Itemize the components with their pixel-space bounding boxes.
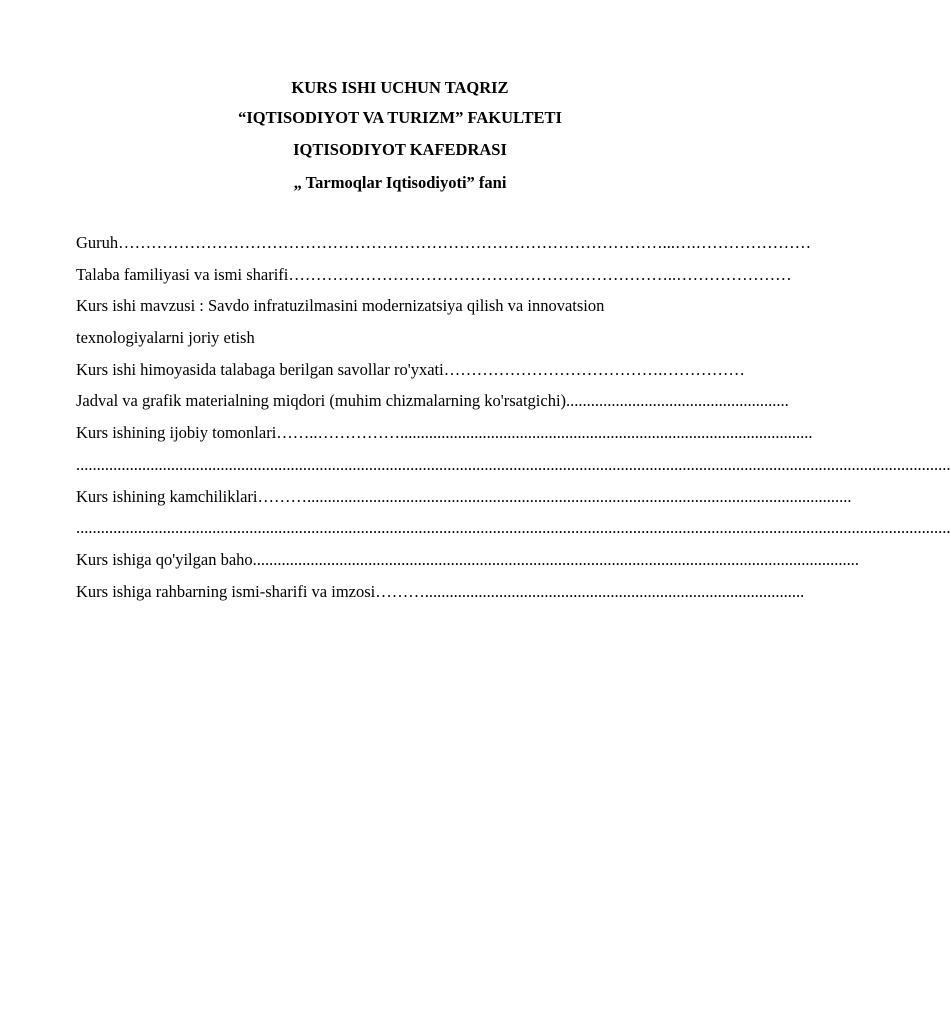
supervisor-line	[76, 581, 805, 614]
topic-label: Kurs ishi mavzusi : Savdo infratuzilmasini modernizatsiya qilish va innovatsion	[76, 296, 605, 316]
document-title: KURS ISHI UCHUN TAQRIZ	[291, 78, 509, 97]
positive-aspects-line	[76, 423, 813, 455]
review-form	[76, 233, 951, 613]
shortcomings-continuation-line	[76, 518, 951, 550]
shortcomings-fill: ………....................................................................................................................................	[257, 486, 852, 506]
questions-label: Kurs ishi himoyasida talabaga berilgan savollar ro'yxati	[76, 359, 444, 379]
questions-line	[76, 359, 745, 392]
topic-continuation-line	[76, 328, 730, 360]
supervisor-label: Kurs ishiga rahbarning ismi-sharifi va imzosi	[76, 581, 376, 601]
materials-fill: ......................................................	[566, 391, 789, 411]
student-name-label: Talaba familiyasi va ismi sharifi	[76, 264, 289, 284]
faculty-heading: “IQTISODIYOT VA TURIZM” FAKULTETI	[238, 108, 562, 127]
shortcomings-label: Kurs ishining kamchiliklari	[76, 486, 258, 506]
materials-line	[76, 391, 789, 423]
grade-fill: ...................................................................................................................................................	[252, 549, 860, 569]
shortcomings-continuation-fill: ....................................................................................................................................................................................................................	[76, 518, 951, 538]
grade-line	[76, 549, 860, 582]
grade-label: Kurs ishiga qo'yilgan baho	[76, 549, 253, 569]
positive-aspects-fill: ……..……………....................................................................................................	[276, 423, 813, 443]
group-line	[76, 233, 812, 265]
department-heading: IQTISODIYOT KAFEDRASI	[293, 140, 507, 159]
supervisor-fill: ………............................................................................................	[375, 581, 805, 601]
topic-line	[76, 296, 730, 328]
positive-aspects-label: Kurs ishining ijobiy tomonlari	[76, 423, 277, 443]
materials-label: Jadval va grafik materialning miqdori (muhim chizmalarning ko'rsatgichi)	[76, 391, 567, 411]
student-name-fill: ……………………………………………………………..…………………	[288, 264, 792, 284]
group-label: Guruh	[76, 233, 119, 252]
subject-heading: „ Tarmoqlar Iqtisodiyoti” fani	[293, 173, 507, 192]
student-name-line	[76, 264, 792, 297]
topic-continuation-label: texnologiyalarni joriy etish	[76, 328, 255, 348]
group-fill: ………………………………………………………………………………………...….…………………	[118, 233, 812, 252]
questions-fill: ………………………………….……………	[443, 359, 745, 379]
positive-aspects-continuation-line	[76, 454, 951, 487]
shortcomings-line	[76, 486, 852, 519]
positive-aspects-continuation-fill: ....................................................................................................................................................................................................................	[76, 454, 951, 474]
